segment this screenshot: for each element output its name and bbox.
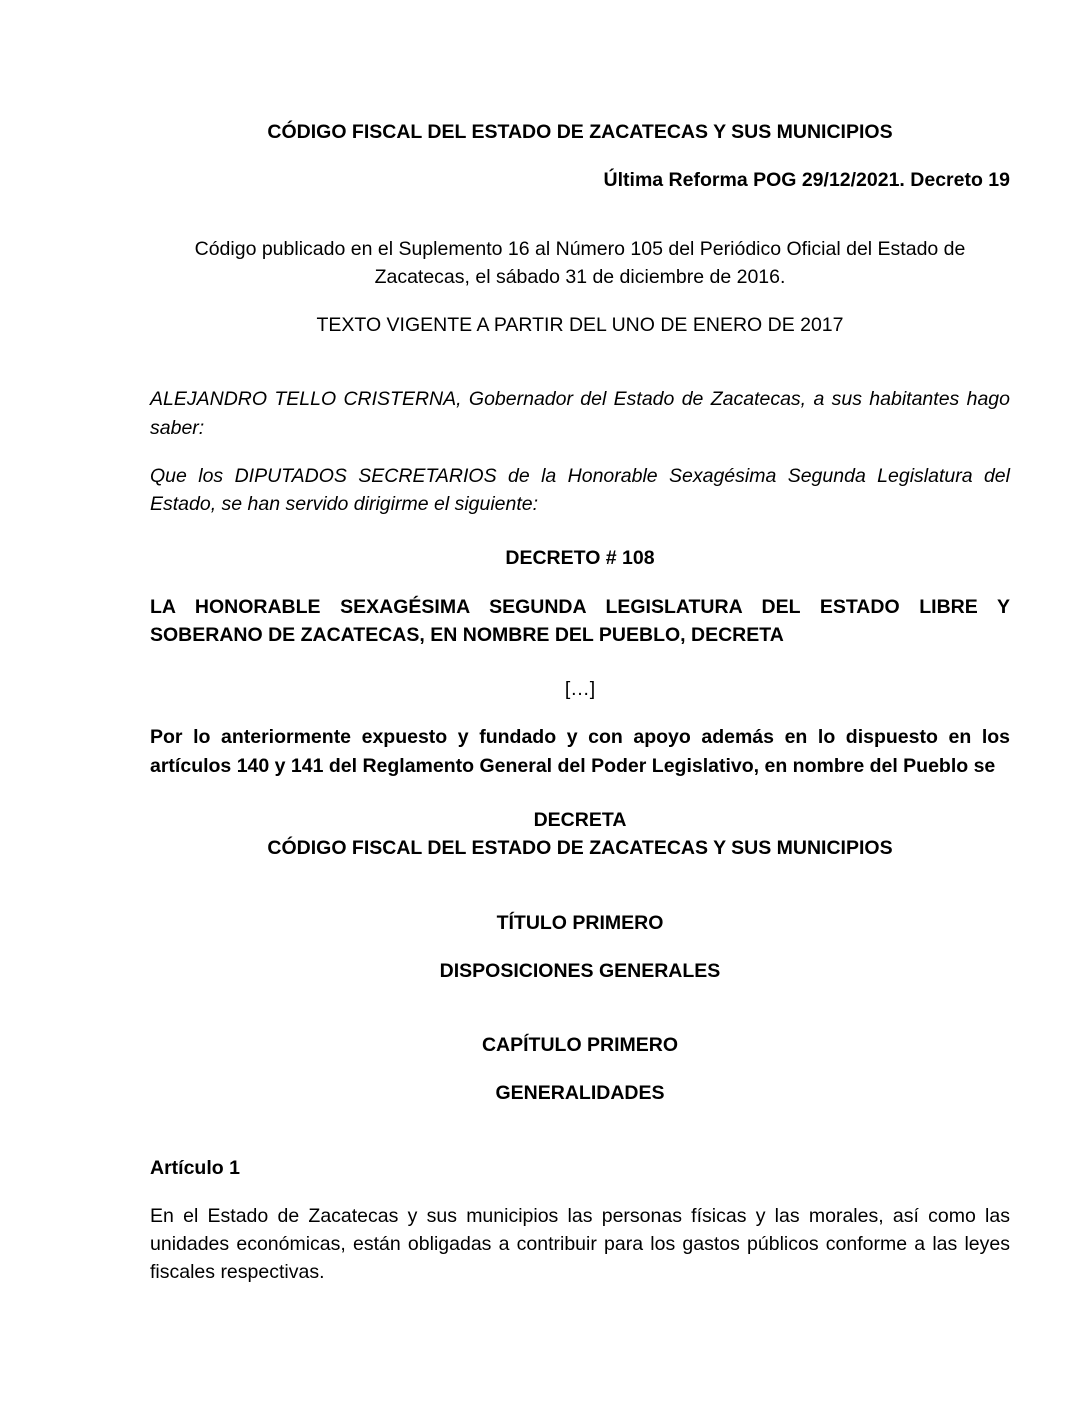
omission-ellipsis: […] bbox=[564, 678, 596, 701]
publication-note: Código publicado en el Suplemento 16 al Número 105 del Periódico Oficial del Estado de Zacatecas, el sábado 31 de diciembre de 2016. bbox=[194, 237, 966, 288]
articulo-1-text: En el Estado de Zacatecas y sus municipios las personas físicas y las morales, así como las unidades económicas, están obligadas a contribuir para los gastos públicos conforme a las leyes fiscales respectivas. bbox=[150, 1204, 1010, 1284]
capitulo-subheading: GENERALIDADES bbox=[495, 1082, 665, 1105]
decreta-word: DECRETA bbox=[533, 808, 627, 831]
titulo-heading: TÍTULO PRIMERO bbox=[496, 911, 664, 934]
governor-statement: ALEJANDRO TELLO CRISTERNA, Gobernador del Estado de Zacatecas, a sus habitantes hago saber: bbox=[150, 388, 1010, 439]
capitulo-heading: CAPÍTULO PRIMERO bbox=[481, 1034, 679, 1057]
last-reform-note: Última Reforma POG 29/12/2021. Decreto 19 bbox=[603, 169, 1010, 192]
document-title: CÓDIGO FISCAL DEL ESTADO DE ZACATECAS Y SUS MUNICIPIOS bbox=[267, 121, 893, 143]
decreta-title: CÓDIGO FISCAL DEL ESTADO DE ZACATECAS Y SUS MUNICIPIOS bbox=[267, 837, 893, 860]
fundamento-statement: Por lo anteriormente expuesto y fundado y con apoyo además en lo dispuesto en los artículos 140 y 141 del Reglamento General del Poder Legislativo, en nombre del Pueblo se bbox=[150, 726, 1010, 777]
decreto-heading: DECRETO # 108 bbox=[505, 547, 655, 570]
secretarios-statement: Que los DIPUTADOS SECRETARIOS de la Honorable Sexagésima Segunda Legislatura del Estado, se han servido dirigirme el siguiente: bbox=[150, 464, 1010, 516]
titulo-subheading: DISPOSICIONES GENERALES bbox=[439, 959, 721, 982]
legislatura-statement: LA HONORABLE SEXAGÉSIMA SEGUNDA LEGISLATURA DEL ESTADO LIBRE Y SOBERANO DE ZACATECAS, EN NOMBRE DEL PUEBLO, DECRETA bbox=[150, 595, 1010, 646]
articulo-1-label: Artículo 1 bbox=[150, 1156, 240, 1179]
vigencia-note: TEXTO VIGENTE A PARTIR DEL UNO DE ENERO DE 2017 bbox=[316, 314, 844, 337]
